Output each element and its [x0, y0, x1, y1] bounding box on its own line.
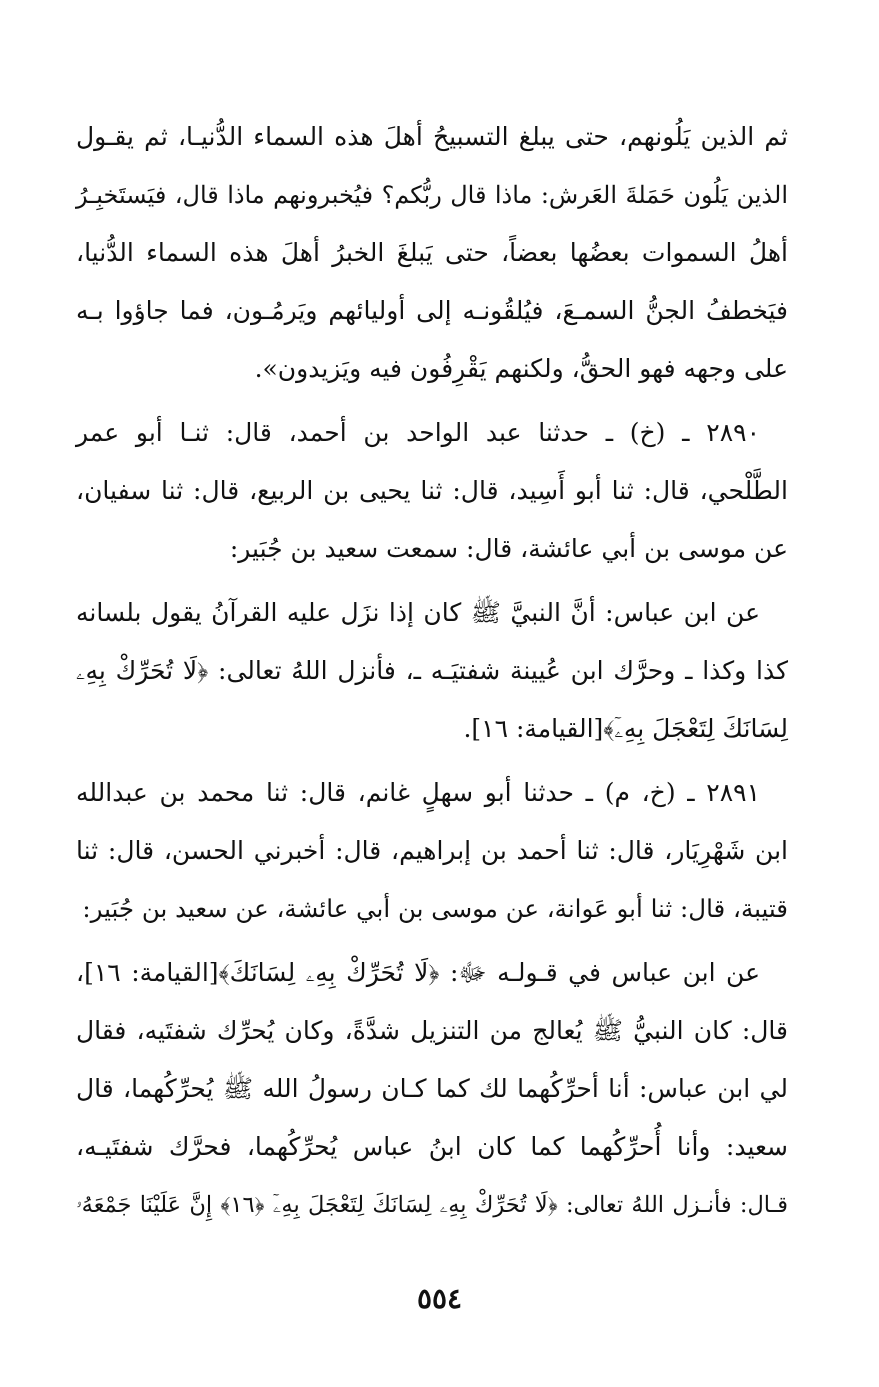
- text-line: سعيد: وأنا أُحرِّكُهما كما كان ابنُ عباس يُحرِّكُهما، فحرَّك شفتَيـه،: [76, 1132, 788, 1161]
- page-text: [76, 108, 788, 1234]
- text-line: الطَّلْحي، قال: ثنا أبو أَسِيد، قال: ثنا يحيى بن الربيع، قال: ثنا سفيان،: [76, 476, 788, 505]
- hadith-2891-isnad: [76, 764, 788, 938]
- text-line: ابن شَهْرِيَار، قال: ثنا أحمد بن إبراهيم، قال: أخبرني الحسن، قال: ثنا: [76, 836, 788, 865]
- text-line: فيَخطفُ الجنُّ السمـعَ، فيُلقُونـه إلى أوليائهم ويَرمُـون، فما جاؤوا بـه: [76, 296, 788, 325]
- text-line: كذا وكذا ـ وحرَّك ابن عُيينة شفتيَـه ـ، فأنزل اللهُ تعالى: ﴿لَا تُحَرِّكْ بِهِۦ: [76, 656, 788, 685]
- hadith-2891-matn: [76, 944, 788, 1234]
- text-line: عن ابن عباس: أنَّ النبيَّ ﷺ كان إذا نزَل عليه القرآنُ يقول بلسانه: [76, 598, 760, 627]
- paragraph-continuation: [76, 108, 788, 398]
- text-line: ٢٨٩١ ـ (خ، م) ـ حدثنا أبو سهلٍ غانم، قال: ثنا محمد بن عبدالله: [76, 778, 760, 807]
- text-line: عن موسى بن أبي عائشة، قال: سمعت سعيد بن جُبَير:: [229, 534, 788, 563]
- text-line: أهلُ السموات بعضُها بعضاً، حتى يَبلغَ الخبرُ أهلَ هذه السماء الدُّنيا،: [76, 238, 788, 267]
- page-number: ٥٥٤: [416, 1282, 463, 1315]
- text-line: عن ابن عباس في قـولـه ﷻ: ﴿لَا تُحَرِّكْ بِهِۦ لِسَانَكَ﴾[القيامة: ١٦]،: [76, 958, 760, 987]
- hadith-2890-isnad: [76, 404, 788, 578]
- text-line: الذين يَلُون حَمَلةَ العَرش: ماذا قال ربُّكم؟ فيُخبرونهم ماذا قال، فيَستَخبِـرُ: [76, 181, 788, 209]
- text-line: قـال: فأنـزل اللهُ تعالى: ﴿لَا تُحَرِّكْ بِهِۦ لِسَانَكَ لِتَعْجَلَ بِهِۦٓ ﴿١٦﴾ إِنَّ عَلَيْنَا جَمْعَهُۥ: [76, 1192, 789, 1218]
- text-line: ٢٨٩٠ ـ (خ) ـ حدثنا عبد الواحد بن أحمد، قال: ثنـا أبو عمر: [76, 418, 760, 447]
- text-line: لِسَانَكَ لِتَعْجَلَ بِهِۦٓ﴾[القيامة: ١٦].: [463, 714, 788, 743]
- hadith-2890-matn: [76, 584, 788, 758]
- text-line: ثم الذين يَلُونهم، حتى يبلغ التسبيحُ أهلَ هذه السماء الدُّنيـا، ثم يقـول: [76, 122, 788, 151]
- text-line: قال: كان النبيُّ ﷺ يُعالج من التنزيل شدَّةً، وكان يُحرِّك شفتَيه، فقال: [76, 1016, 789, 1045]
- text-line: قتيبة، قال: ثنا أبو عَوانة، عن موسى بن أبي عائشة، عن سعيد بن جُبَير:: [82, 894, 788, 923]
- text-line: لي ابن عباس: أنا أحرِّكُهما لك كما كـان رسولُ الله ﷺ يُحرِّكُهما، قال: [76, 1074, 788, 1103]
- text-line: على وجهه فهو الحقُّ، ولكنهم يَقْرِفُون فيه ويَزيدون».: [254, 354, 788, 383]
